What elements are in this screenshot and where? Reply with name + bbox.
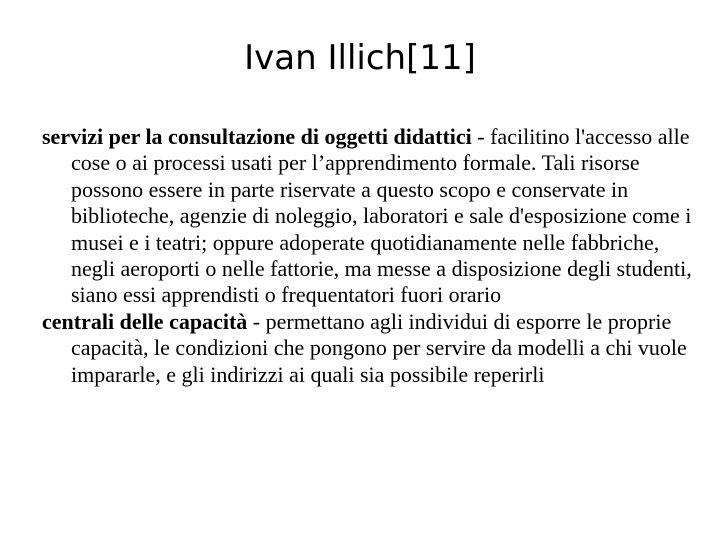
- slide-title: Ivan Illich[11]: [244, 38, 476, 78]
- paragraph-text: - permettano agli individui di esporre le proprie capacità, le condizioni che pongono per servire da modelli a chi vuole impararle, e gli indirizzi ai quali sia possibile reperirli: [71, 308, 687, 387]
- paragraph-lead: centrali delle capacità: [42, 308, 248, 334]
- paragraph-centrali: [42, 309, 692, 388]
- paragraph-lead: servizi per la consultazione di oggetti didattici: [42, 124, 472, 149]
- slide-body: [42, 124, 692, 388]
- paragraph-servizi: [42, 124, 692, 309]
- paragraph-text: - facilitino l'accesso alle cose o ai processi usati per l’apprendimento formale. Tali risorse possono essere in parte riservate a questo scopo e conservate in biblioteche, agenzie di noleggio, laboratori e sale d'esposizione come i musei e i teatri; oppure adoperate quotidianamente nelle fabbriche, negli aeroporti o nelle fattorie, ma messe a disposizione degli studenti, siano essi apprendisti o frequentatori fuori orario: [71, 124, 692, 308]
